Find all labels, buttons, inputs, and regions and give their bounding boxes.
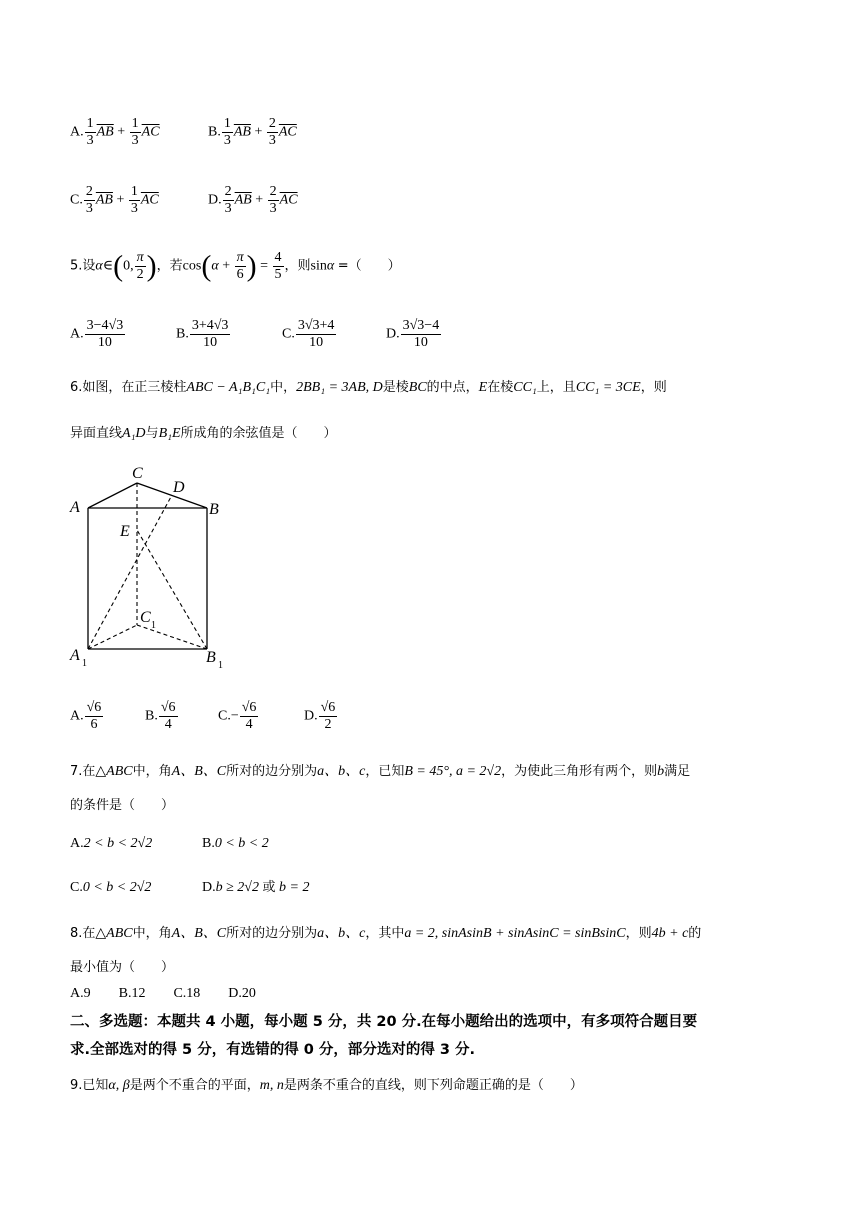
label-a1-sub: 1 xyxy=(82,658,87,669)
q6-stem-line1: 6.如图，在正三棱柱ABC − A₁B₁C₁中，2BB₁ = 3AB, D是棱BC的中点，E在棱CC₁上，且CC₁ = 3CE，则 xyxy=(70,380,667,395)
q7-stem-line1: 7.在△ABC中，角A、B、C所对的边分别为a、b、c，已知B = 45°, a = 2√2，为使此三角形有两个，则b满足 xyxy=(70,764,691,779)
q8-stem-line1: 8.在△ABC中，角A、B、C所对的边分别为a、b、c，其中a = 2, sinAsinB + sinAsinC = sinBsinC，则4b + c的 xyxy=(70,926,702,941)
q7-option-a: A.2 < b < 2√2 xyxy=(70,836,153,851)
q7-option-c: C.0 < b < 2√2 xyxy=(70,880,152,895)
label-c1: C xyxy=(140,609,151,626)
q5-stem: 5.设α∈(0, $\frac{\pi}{2}$ )，若cos(α + $\frac{\pi}{6}$ ) = $\frac{4}{5}$ ，则sinα =（ ） xyxy=(70,249,401,283)
q9-stem: 9.已知α, β是两个不重合的平面，m, n是两条不重合的直线，则下列命题正确的是（ ） xyxy=(70,1078,583,1093)
label-d: D xyxy=(173,479,185,496)
label-c1-sub: 1 xyxy=(151,620,156,631)
label-e: E xyxy=(120,523,130,540)
label-b: B xyxy=(209,501,219,518)
label-c: C xyxy=(132,465,143,482)
section2-heading-line1: 二、多选题：本题共 4 小题，每小题 5 分，共 20 分.在每小题给出的选项中，有多项符合题目要 xyxy=(70,1014,698,1030)
q6-prism-diagram xyxy=(66,462,236,672)
label-a: A xyxy=(70,499,80,516)
q7-option-d: D.b ≥ 2√2 或 b = 2 xyxy=(202,880,310,895)
q8-stem-line2: 最小值为（ ） xyxy=(70,960,175,975)
section2-heading-line2: 求.全部选对的得 5 分，有选错的得 0 分，部分选对的得 3 分. xyxy=(70,1042,476,1058)
q4-option-d: D. $\frac{2}{3}$ $\overline{AB}$ + $\frac{2}{3}$ $\overline{AC}$ xyxy=(208,184,298,216)
label-a1: A xyxy=(70,647,80,664)
q7-option-b: B.0 < b < 2 xyxy=(202,836,269,851)
q4-option-b: B. $\frac{1}{3}$ $\overline{AB}$ + $\frac{2}{3}$ $\overline{AC}$ xyxy=(208,116,297,148)
q4-option-a: A. $\frac{1}{3}$ $\overline{AB}$ + $\frac{1}{3}$ $\overline{AC}$ xyxy=(70,116,160,148)
label-b1: B xyxy=(206,649,216,666)
q6-option-a: A. $\frac{√6}{6}$ xyxy=(70,700,102,732)
q6-option-b: B. $\frac{√6}{4}$ xyxy=(145,700,176,732)
label-b1-sub: 1 xyxy=(218,660,223,671)
q6-option-d: D. $\frac{√6}{2}$ xyxy=(304,700,336,732)
q7-stem-line2: 的条件是（ ） xyxy=(70,798,175,813)
q5-option-c: C. $\frac{3√3+4}{10}$ xyxy=(282,318,335,350)
q5-option-a: A. $\frac{3-4√3}{10}$ xyxy=(70,318,124,350)
q8-options: A.9 B.12 C.18 D.20 xyxy=(70,986,256,1001)
q5-option-b: B. $\frac{3+4√3}{10}$ xyxy=(176,318,229,350)
q4-option-c: C. $\frac{2}{3}$ $\overline{AB}$ + $\frac{1}{3}$ $\overline{AC}$ xyxy=(70,184,159,216)
q6-option-c: C.− $\frac{√6}{4}$ xyxy=(218,700,257,732)
q5-option-d: D. $\frac{3√3-4}{10}$ xyxy=(386,318,440,350)
q6-stem-line2: 异面直线A₁D与B₁E所成角的余弦值是（ ） xyxy=(70,426,337,441)
